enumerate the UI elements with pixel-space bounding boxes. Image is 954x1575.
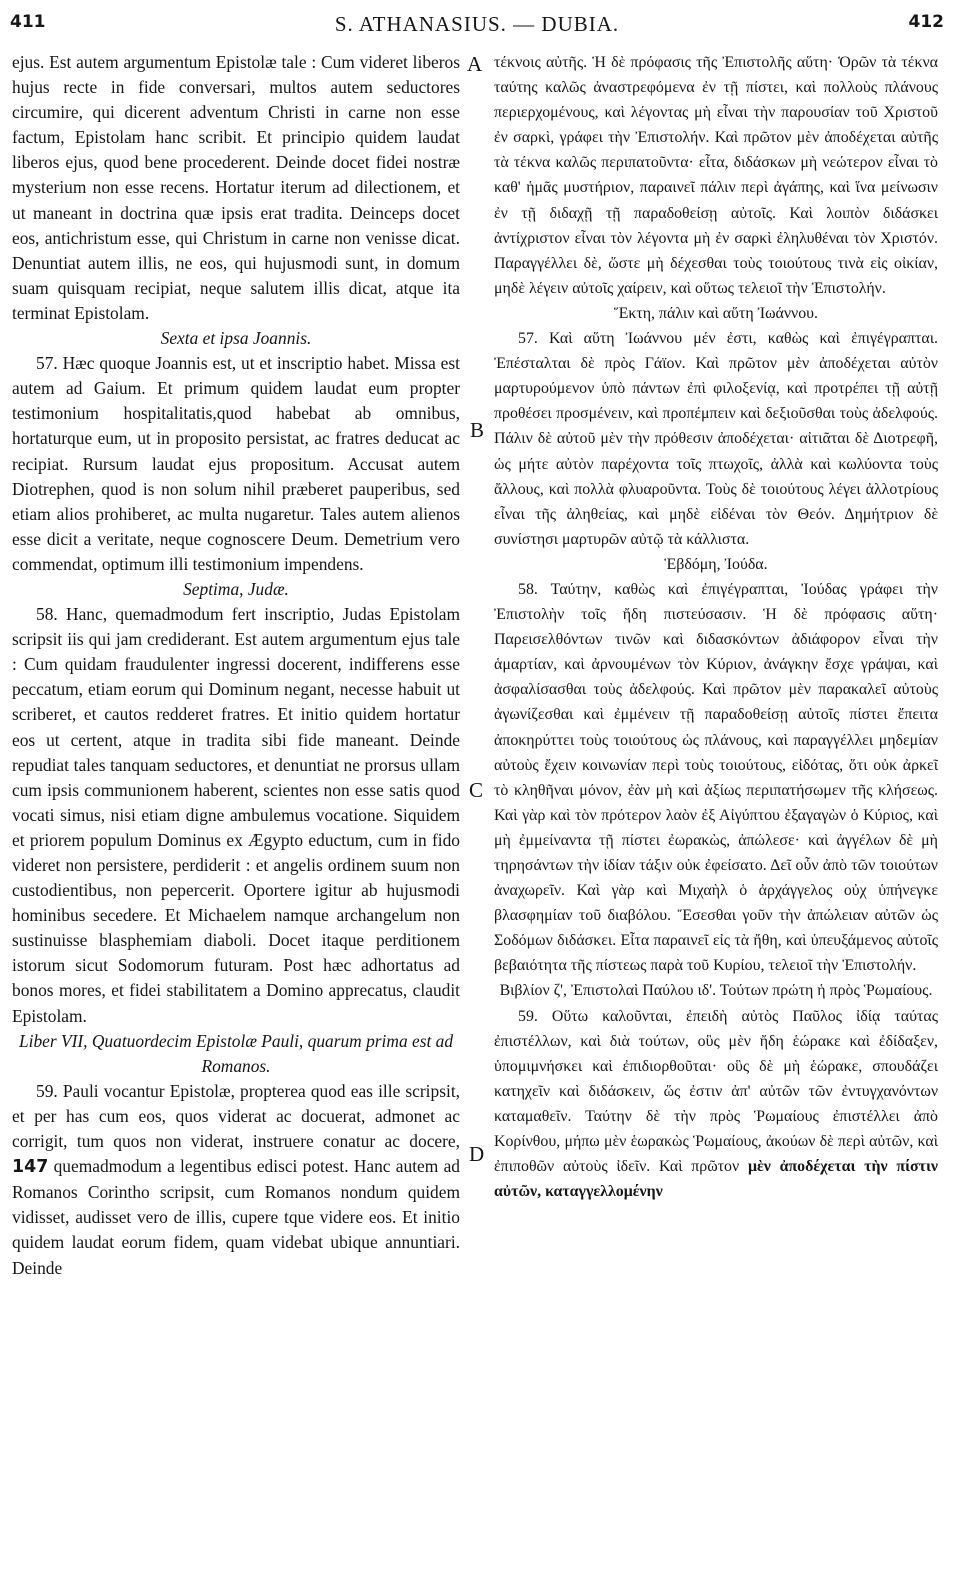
greek-paragraph-59 (494, 1004, 938, 1205)
greek-column (494, 50, 938, 1550)
column-number: 147 (12, 1157, 49, 1178)
greek-heading-biblion-z: Βιβλίον ζ', Ἐπιστολαὶ Παύλου ιδ'. Τούτων πρώτη ἡ πρὸς Ῥωμαίους. (499, 982, 933, 1000)
latin-paragraph-59 (12, 1079, 460, 1281)
greek-paragraph-59-part1: 59. Οὕτω καλοῦνται, ἐπειδὴ αὐτὸς Παῦλος ἰδίᾳ ταύτας ἐπιστέλλων, καὶ διὰ τούτων, οὓς μὲν ἤδη ἑώρακε καὶ ἐδίδαξεν, ὑπομιμνήσκει καὶ ἐπιδιορθοῦται· οὓς δὲ μὴ ἑώρακε, σπουδάζει κατηχεῖν καὶ διδάσκειν, ὥς ἐστιν ἀπ' αὐτῶν τῶν ἐντυγχανόντων καταμαθεῖν. Ταύτην δὲ τὴν πρὸς Ῥωμαίους ἐπιστέλλει ἀπὸ Κορίνθου, μήπω μὲν ἑωρακὼς Ῥωμαίους, ἀκούων δὲ περὶ αὐτῶν, καὶ ἐπιποθῶν αὐτοὺς ἰδεῖν. Καὶ πρῶτον (494, 1007, 938, 1176)
latin-heading-liber-vii: Liber VII, Quatuordecim Epistolæ Pauli, quarum prima est ad Romanos. (18, 1030, 454, 1076)
latin-paragraph-57: 57. Hæc quoque Joannis est, ut et inscriptio habet. Missa est autem ad Gaium. Et primum quidem laudat eum propter testimonium hospitalitatis,quod habebat ab omnibus, hortaturque eum, ut in proposito persistat, ac fratres deducat ac recipiat. Rursum laudat ejus propositum. Accusat autem Diotrephen, quod is non solum nihil præberet pauperibus, sed etiam alios prohiberet, ac multa nugaretur. Tales autem alienos esse dicit a veritate, neque cognoscere Deum. Demetrium vero commendat, optimum illi testimonium impendens. (12, 353, 460, 574)
greek-heading-hebdome: Ἑβδόμη, Ἰούδα. (664, 555, 768, 573)
greek-paragraph-59-bold-line: μὲν ἀποδέχεται τὴν πίστιν αὐτῶν, καταγγελλομένην (494, 1158, 938, 1201)
margin-letter-c: C (469, 778, 484, 802)
greek-paragraph-58: 58. Ταύτην, καθὼς καὶ ἐπιγέγραπται, Ἰούδας γράφει τὴν Ἐπιστολὴν τοῖς ἤδη πιστεύσασιν. Ἡ δὲ πρόφασις αὕτη· Παρεισελθόντων τινῶν καὶ διδασκόντων ἀδιάφορον εἶναι τὴν ἁμαρτίαν, καὶ ἀρνουμένων τὸν Κύριον, ἀνάγκην ἔσχε γράψαι, καὶ ἀσφαλίσασθαι τοὺς ἀδελφούς. Καὶ πρῶτον μὲν παρακαλεῖ αὐτοὺς ἀγωνίζεσθαι καὶ ἐμμένειν τῇ παραδοθείσῃ αὐτοῖς πίστει ἔπειτα ἀποκηρύττει τοὺς τοιούτους ὡς πλάνους, καὶ παραγγέλλει μηδεμίαν αὐτοὺς ἔχειν κοινωνίαν περὶ τοὺς τοιούτους, εἰδότας, ὅτι οὐκ ἀρκεῖ τὸ κληθῆναι μόνον, ἐὰν μὴ καὶ ἀξίως περιπατήσωμεν τῆς κλήσεως. Καὶ γὰρ καὶ τὸν πρότερον λαὸν ἐξ Αἰγύπτου ἐξαγαγὼν ὁ Κύριος, καὶ μὴ ἐμμείναντα τῇ πίστει ἐωρακὼς, ἀπώλεσε· καὶ ἀγγέλων δὲ μὴ τηρησάντων τὴν ἰδίαν τάξιν οὐκ ἐφείσατο. Δεῖ οὖν ἀπὸ τῶν τοιούτων ἀναχωρεῖν. Καὶ γὰρ καὶ Μιχαὴλ ὁ ἀρχάγγελος οὐχ ὑπήνεγκε βλασφημίαν τοῦ διαβόλου. Ἔσεσθαι γοῦν τὴν ἀπώλειαν αὐτῶν ὡς Σοδόμων διδάσκει. Εἶτα παραινεῖ εἰς τὰ ἤθη, καὶ ὑπευξάμενος αὐτοῖς βεβαιότητα τῆς πίστεως παρὰ τοῦ Κυρίου, τελειοῖ τὴν Ἐπιστολήν. (494, 580, 938, 975)
latin-paragraph-56-end: ejus. Est autem argumentum Epistolæ tale : Cum videret liberos hujus recte in fide conversari, multos autem seductores circumire, qui dicerent adventum Christi in carne non esse factum, Epistolam hanc scribit. Et principio quidem laudat liberos ejus, quod bene procederent. Deinde docet fidei nostræ mysterium non esse recens. Hortatur iterum ad dilectionem, et ut maneant in doctrina quæ ipsis erat tradita. Deinceps docet eos, antichristum esse, qui Christum in carne non venisse dicat. Denuntiat autem illis, ne eos, qui hujusmodi sunt, in domum suam quisquam recipiat, neque salutem illis dicat, atque ita terminat Epistolam. (12, 52, 460, 323)
running-title: S. ATHANASIUS. — DUBIA. (334, 12, 620, 36)
latin-column (12, 50, 460, 1550)
latin-heading-septima: Septima, Judæ. (183, 578, 289, 599)
greek-paragraph-56-end: τέκνοις αὐτῆς. Ἡ δὲ πρόφασις τῆς Ἐπιστολῆς αὕτη· Ὁρῶν τὰ τέκνα ταύτης καλῶς ἀναστρεφόμενα ἐν τῇ πίστει, καὶ πολλοὺς πλάνους περιερχομένους, καὶ λέγοντας μὴ εἶναι τὴν παρουσίαν τοῦ Χριστοῦ ἐν σαρκὶ, γράφει τὴν Ἐπιστολήν. Καὶ πρῶτον μὲν ἀποδέχεται αὐτῆς τὰ τέκνα καλῶς περιπατοῦντα· εἶτα, διδάσκων μὴ νεώτερον εἶναι τὸ καθ' ἡμᾶς μυστήριον, παραινεῖ πάλιν περὶ ἀγάπης, καὶ ἵνα μείνωσιν ἐν τῇ διδαχῇ τῇ παραδοθείσῃ αὐτοῖς. Καὶ λοιπὸν διδάσκει ἀντίχριστον εἶναι τὸν λέγοντα μὴ ἐν σαρκὶ ἐληλυθέναι τὸν Χριστόν. Παραγγέλλει δὲ, ὥστε μὴ δέχεσθαι τοὺς τοιούτους τινὰ εἰς οἰκίαν, μηδὲ λέγειν αὐτοῖς χαίρειν, καὶ οὕτως τελειοῖ τὴν Ἐπιστολήν. (494, 54, 938, 297)
page-number-left: 411 (10, 12, 46, 32)
latin-paragraph-58: 58. Hanc, quemadmodum fert inscriptio, Judas Epistolam scripsit iis qui jam crediderant. Est autem argumentum ejus tale : Cum quidam fraudulenter ingressi docerent, indifferens esse peccatum, etiam eorum qui Dominum negant, necesse habuit ut scriberet, et cautos redderet fratres. Et initio quidem hortatur eos ut certent, atque in tradita sibi fide maneant. Deinde repudiat tales tanquam seductores, et denuntiat ne prorsus ullam cum ipsis communionem haberent, scientes non esse satis quod vocati simus, nisi etiam digne ambulemus vocatione. Siquidem et priorem populum Dominus ex Ægypto eductum, cum in fido videret non persistere, perdiderit : et angelis ordinem suum non custodientibus, non pepercerit. Oportere igitur ab hujusmodi hominibus secedere. Et Michaelem namque archangelum non sustinuisse blasphemiam diaboli. Docet itaque perditionem istorum sicut Sodomorum futuram. Post hæc adhortatus ad bonos mores, et fidei stabilitatem a Domino apprecatus, claudit Epistolam. (12, 604, 460, 1026)
page-number-right: 412 (908, 12, 944, 32)
greek-paragraph-57: 57. Καὶ αὕτη Ἰωάννου μέν ἐστι, καθὼς καὶ ἐπιγέγραπται. Ἐπέσταλται δὲ πρὸς Γάϊον. Καὶ πρῶτον μὲν ἀποδέχεται αὐτὸν μαρτυρούμενον ὑπὸ πάντων ἐπὶ φιλοξενίᾳ, καὶ προτρέπει τῇ αὐτῇ προθέσει προσμένειν, καὶ προπέμπειν καὶ δεξιοῦσθαι τοὺς ἀδελφούς. Πάλιν δὲ αὐτοῦ μὲν τὴν πρόθεσιν ἀποδέχεται· αἰτιᾶται δὲ Διοτρεφῆ, ὡς μήτε αὐτὸν παρέχοντα τοῖς πτωχοῖς, ἀλλὰ καὶ κωλύοντα τοὺς ἄλλους, καὶ πολλὰ φλυαροῦντα. Τοὺς δὲ τοιούτους λέγει ἀλλοτρίους εἶναι τῆς ἀληθείας, καὶ μηδὲ εἰδέναι τὸν Θεόν. Δημήτριον δὲ συνίστησι μαρτυρῶν αὐτῷ τὰ κάλλιστα. (494, 330, 938, 548)
margin-letter-a: A (467, 52, 483, 76)
latin-heading-sexta: Sexta et ipsa Joannis. (160, 328, 312, 349)
running-header (10, 12, 944, 42)
margin-letter-d: D (469, 1142, 485, 1166)
margin-letter-b: B (470, 418, 485, 442)
latin-paragraph-59-part2: quemadmodum a legentibus ediscі potest. Hanc autem ad Romanos Corintho scripsit, cum Romanos nondum quidem vidisset, audisset vero de illis, cupere tque videre eos. Et initio quidem laudat eorum fidem, quam videbat ubique annuntiari. Deinde (12, 1156, 460, 1278)
greek-heading-ekte: Ἕκτη, πάλιν καὶ αὕτη Ἰωάννου. (613, 304, 819, 322)
latin-paragraph-59-part1: 59. Pauli vocantur Epistolæ, propterea quod eas ille scripsit, et per has cum eos, quos viderat ac docuerat, admonet ac corrigit, tum quos non viderat, instruere conatur ac docere, (12, 1080, 460, 1152)
